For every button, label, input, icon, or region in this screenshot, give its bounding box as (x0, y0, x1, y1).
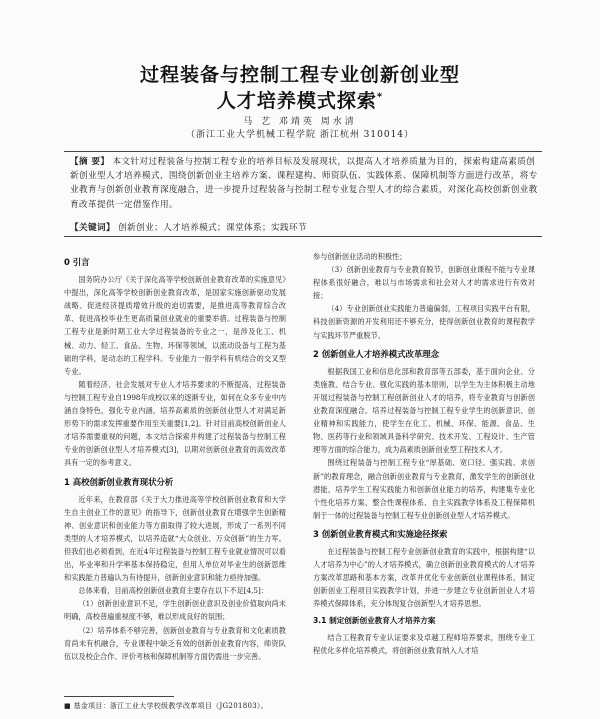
keywords (70, 221, 538, 235)
paragraph: 近年来，在教育部《关于大力推进高等学校创新创业教育和大学生自主创业工作的意见》的指导下，创新创业教育在增强学生创新精神、创业意识和创业能力等方面取得了较大进展，形成了一系列不同类型的人才培养模式，以培养造就“大众创业、万众创新”的生力军。但我们也必须看到，在近4年过程装备与控制工程专业就业情况可以看出，毕业率和升学率基本保持稳定，但用人单位对毕业生的创新思维和实践能力普遍认为有待提升，创新创业意识和能力亟待加强。 (64, 494, 286, 583)
abstract (70, 155, 538, 212)
section-heading-model: 3 创新创业教育模式和实施途径探索 (313, 528, 448, 539)
paragraph: （4）专业创新创业实践能力普遍偏弱，工程项目实践平台有限，科技创新资源的开发利用还不够充分，使得创新创业教育的课程教学与实践环节严重脱节。 (313, 304, 535, 340)
footnote-mark: * (376, 91, 384, 103)
paragraph: 总体来看，目前高校创新创业教育主要存在以下不足[4,5]： (78, 586, 268, 596)
paragraph: 参与创新创业活动的积极性； (313, 252, 407, 261)
keywords-label: 【关键词】 (70, 223, 115, 233)
paper-title-line-2 (0, 86, 600, 113)
section-heading-intro: 0 引言 (64, 257, 90, 267)
paragraph: 在过程装备与控制工程专业创新创业教育的实践中，根据构建“以人才培养为中心”的人才培养模式，确立创新创业教育模式的人才培养方案改革思路和基本方案，改革并优化专业创新创业课程体系，制定创新创业工程项目实践教学计划，并进一步建立专业创新创业人才培养模式保障体系，充分体现复合创新型人才培养思想。 (313, 546, 535, 609)
right-column (313, 250, 535, 657)
paragraph: 根据我国工业和信息化部和教育部等五部委，基于面向企业、分类施教、结合专业、强化实践的基本原则，以学生为主体积极主动地开展过程装备与控制工程创新创业人才的培养，将专业教育与创新创业教育深度融合。培养过程装备与控制工程专业学生的创新意识、创业精神和实践能力，使学生在化工、机械、环保、能源、食品、生物、医药等行业和领域具备科学研究、技术开发、工程设计、生产管理等方面的综合能力，成为高素质创新创业型工程技术人才。 (313, 366, 535, 455)
fund-footnote: ■ 基金项目：浙江工业大学校级教学改革项目（JG201803）。 (64, 702, 269, 710)
keywords-text: 创新创业；人才培养模式；课堂体系；实践环节 (118, 223, 307, 233)
paragraph: 结合工程教育专业认证要求及卓越工程师培养要求，围绕专业工程优化多样化培养模式，将创新创业教育纳入人才培 (313, 632, 535, 655)
paper-title-text: 人才培养模式探索 (216, 90, 377, 112)
affiliation: （浙江工业大学机械工程学院 浙江杭州 310014） (185, 130, 415, 140)
section-heading-concept: 2 创新创业人才培养模式改革理念 (313, 348, 439, 359)
paragraph: （1）创新创业意识不足，学生创新创业意识及创业价值取向尚未明确，高校普遍重视度不够，难以形成良好的氛围； (64, 599, 286, 622)
paragraph: 国务院办公厅《关于深化高等学校创新创业教育改革的实施意见》中提出，深化高等学校创新创业教育改革，是国家实施创新驱动发展战略、促进经济提质增效升级的迫切需要，是推进高等教育综合改革、促进高校毕业生更高质量创业就业的重要举措。过程装备与控制工程专业是新时期工业大学过程装备的专业之一，是涉及化工、机械、动力、轻工、食品、生物、环保等领域，以流动设备与工程为基础的学科，是动态的工程学科。专业能力一般学科有机结合的交叉型专业。 (64, 275, 286, 376)
paragraph: 围绕过程装备与控制工程专业“厚基础、宽口径、强实践、求创新”的教育理念，融合创新创业教育与专业教育，激发学生的创新创业潜能，培养学生工程实践能力和创新创业能力的培养，构建集专业化个性化培养方案、整合性课程体系、自主实践教学体系及工程保障机制于一体的过程装备与控制工程专业创新创业型人才培养模式。 (313, 458, 535, 520)
paragraph: （3）创新创业教育与专业教育脱节，创新创业课程不能与专业课程体系很好融合，难以与市场需求和社会对人才的需求进行有效对接； (313, 265, 535, 301)
paper-title-line-1: 过程装备与控制工程专业创新创业型 (139, 64, 460, 86)
left-column (64, 250, 286, 663)
footnote-rule (64, 696, 174, 697)
abstract-top-rule (64, 151, 542, 152)
paragraph: 随着经济、社会发展对专业人才培养要求的不断提高，过程装备与控制工程专业自1998年成校以来的逐渐专业，如何在众多专业中内涵自身特色，强化专业内涵，培养高素质的创新创业型人才对满足新形势下的需求发挥重要作用至关重要[1,2]。针对目前高校创新创业人才培养需要重视的问题，本文结合探索并构建了过程装备与控制工程专业的创新创业型人才培养模式[3]，以期对创新创业教育的高效改革具有一定的参考意义。 (64, 379, 286, 468)
abstract-bottom-rule (64, 236, 542, 237)
subsection-heading: 3.1 制定创新创业教育人才培养方案 (313, 616, 436, 626)
abstract-label: 【摘 要】 (70, 157, 110, 167)
paragraph: （2）培养体系不够完善，创新创业教育与专业教育和文化素质教育尚未有机融合，专业课程中缺乏有效的创新创业教育内容，师资队伍以及校企合作、评价考核和保障机制等方面仍需进一步完善。 (64, 625, 286, 661)
section-heading-status: 1 高校创新创业教育现状分析 (64, 476, 174, 487)
abstract-text: 本文针对过程装备与控制工程专业的培养目标及发展现状，以提高人才培养质量为目的，探索构建高素质创新创业型人才培养模式，围绕创新创业主培养方案、课程建构、师资队伍、实践体系、保障机制等方面进行改革，将专业教育与创新创业教育深度融合，进一步提升过程装备与控制工程专业复合型人才的综合素质，对深化高校创新创业教育改革提供一定借鉴作用。 (70, 157, 538, 210)
authors: 马 艺 邓靖英 周水清 (243, 117, 357, 127)
